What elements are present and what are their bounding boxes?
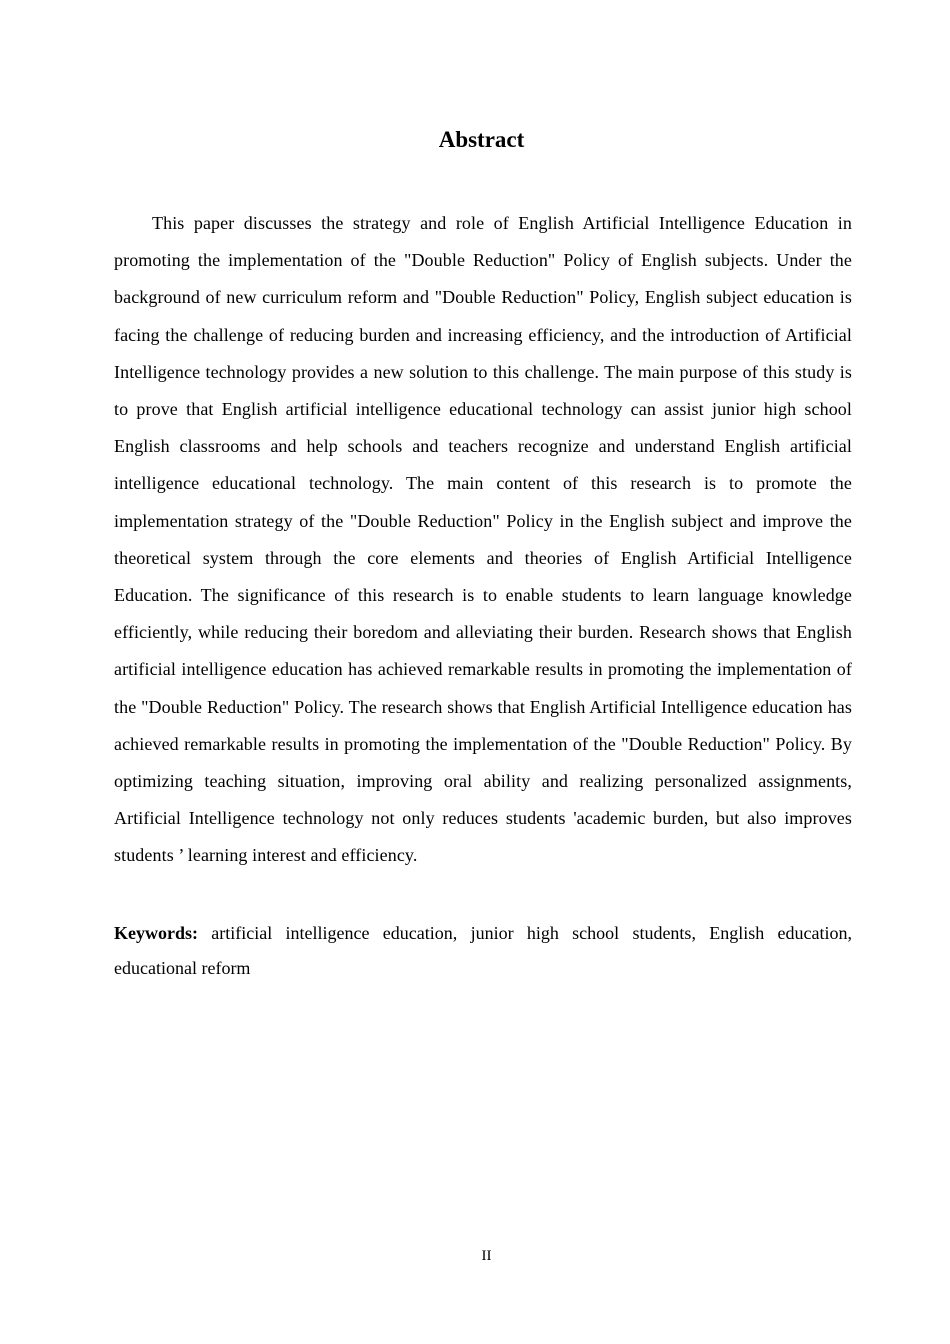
- page-number: II: [481, 1248, 492, 1264]
- keywords-paragraph: [114, 916, 852, 986]
- keywords-list: artificial intelligence education, junior high school students, English education, educational reform: [114, 923, 852, 978]
- abstract-title: Abstract: [438, 127, 525, 152]
- keywords-label: Keywords:: [114, 923, 198, 943]
- abstract-paragraph: This paper discusses the strategy and role of English Artificial Intelligence Education in promoting the implementation of the "Double Reduction" Policy of English subjects. Under the background of new curriculum reform and "Double Reduction" Policy, English subject education is facing the challenge of reducing burden and increasing efficiency, and the introduction of Artificial Intelligence technology provides a new solution to this challenge. The main purpose of this study is to prove that English artificial intelligence educational technology can assist junior high school English classrooms and help schools and teachers recognize and understand English artificial intelligence educational technology. The main content of this research is to promote the implementation strategy of the "Double Reduction" Policy in the English subject and improve the theoretical system through the core elements and theories of English Artificial Intelligence Education. The significance of this research is to enable students to learn language knowledge efficiently, while reducing their boredom and alleviating their burden. Research shows that English artificial intelligence education has achieved remarkable results in promoting the implementation of the "Double Reduction" Policy. The research shows that English Artificial Intelligence education has achieved remarkable results in promoting the implementation of the "Double Reduction" Policy. By optimizing teaching situation, improving oral ability and realizing personalized assignments, Artificial Intelligence technology not only reduces students 'academic burden, but also improves students ’ learning interest and efficiency.: [114, 213, 852, 866]
